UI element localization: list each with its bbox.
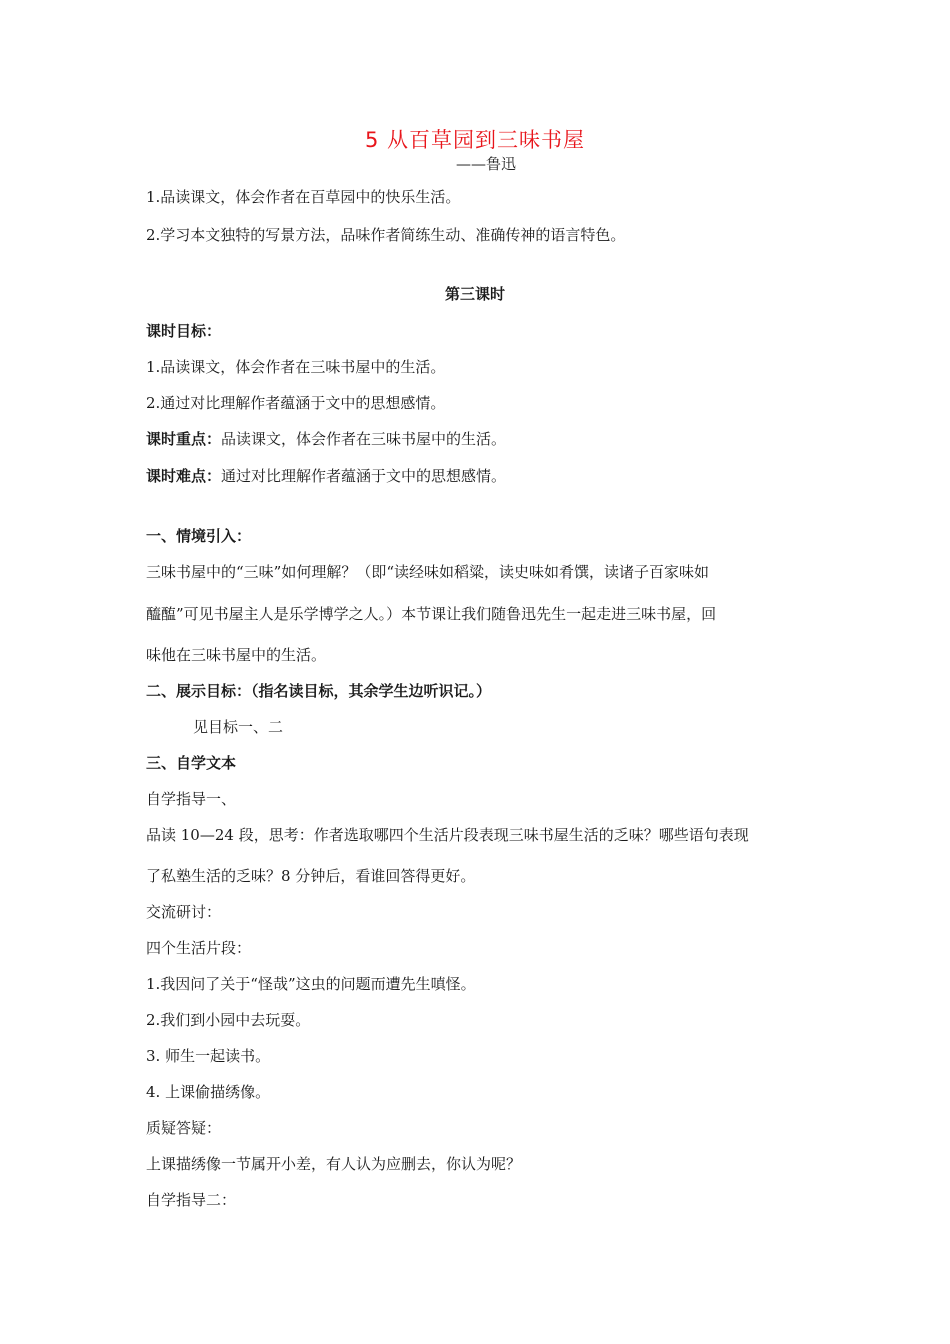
difficulty-text: 通过对比理解作者蕴涵于文中的思想感情。 — [221, 467, 507, 485]
fragments-label: 四个生活片段： — [146, 939, 252, 957]
objectives-heading: 课时目标： — [146, 322, 222, 340]
focus-line — [146, 429, 506, 449]
fragment-4: 4. 上课偷描绣像。 — [146, 1083, 271, 1101]
discuss-label: 交流研讨： — [146, 903, 222, 921]
lesson-heading: 第三课时 — [444, 285, 505, 303]
task-line-1: 品读 10—24 段，思考：作者选取哪四个生活片段表现三味书屋生活的乏味？哪些语句表现 — [146, 826, 749, 844]
intro-goal-1: 1.品读课文，体会作者在百草园中的快乐生活。 — [146, 188, 461, 206]
section1-line-3: 味他在三味书屋中的生活。 — [146, 646, 327, 664]
task-line-2: 了私塾生活的乏味？8 分钟后，看谁回答得更好。 — [146, 867, 476, 885]
guide2-label: 自学指导二： — [146, 1191, 237, 1209]
difficulty-label: 课时难点： — [146, 467, 222, 485]
fragment-2: 2.我们到小园中去玩耍。 — [146, 1011, 311, 1029]
author-line: ——鲁迅 — [456, 155, 517, 173]
focus-label: 课时重点： — [146, 430, 222, 448]
intro-goal-2: 2.学习本文独特的写景方法，品味作者简练生动、准确传神的语言特色。 — [146, 226, 626, 244]
guide1-label: 自学指导一、 — [146, 790, 237, 808]
section1-line-1: 三味书屋中的“三味”如何理解？（即“读经味如稻粱，读史味如肴馔，读诸子百家味如 — [146, 563, 710, 581]
objective-2: 2.通过对比理解作者蕴涵于文中的思想感情。 — [146, 394, 446, 412]
question-label: 质疑答疑： — [146, 1119, 222, 1137]
focus-text: 品读课文，体会作者在三味书屋中的生活。 — [221, 430, 507, 448]
objective-1: 1.品读课文，体会作者在三味书屋中的生活。 — [146, 358, 446, 376]
section2-heading: 二、展示目标：（指名读目标，其余学生边听识记。） — [146, 682, 492, 700]
section2-text: 见目标一、二 — [193, 718, 284, 736]
page-title: 5 从百草园到三味书屋 — [364, 128, 586, 152]
section3-heading: 三、自学文本 — [146, 754, 237, 772]
section1-heading: 一、情境引入： — [146, 527, 252, 545]
question-text: 上课描绣像一节属开小差，有人认为应删去，你认为呢？ — [146, 1155, 522, 1173]
section1-line-2: 醯醢”可见书屋主人是乐学博学之人。）本节课让我们随鲁迅先生一起走进三味书屋，回 — [146, 605, 717, 623]
fragment-3: 3. 师生一起读书。 — [146, 1047, 271, 1065]
fragment-1: 1.我因问了关于“怪哉”这虫的问题而遭先生嗔怪。 — [146, 975, 476, 993]
difficulty-line — [146, 466, 506, 486]
